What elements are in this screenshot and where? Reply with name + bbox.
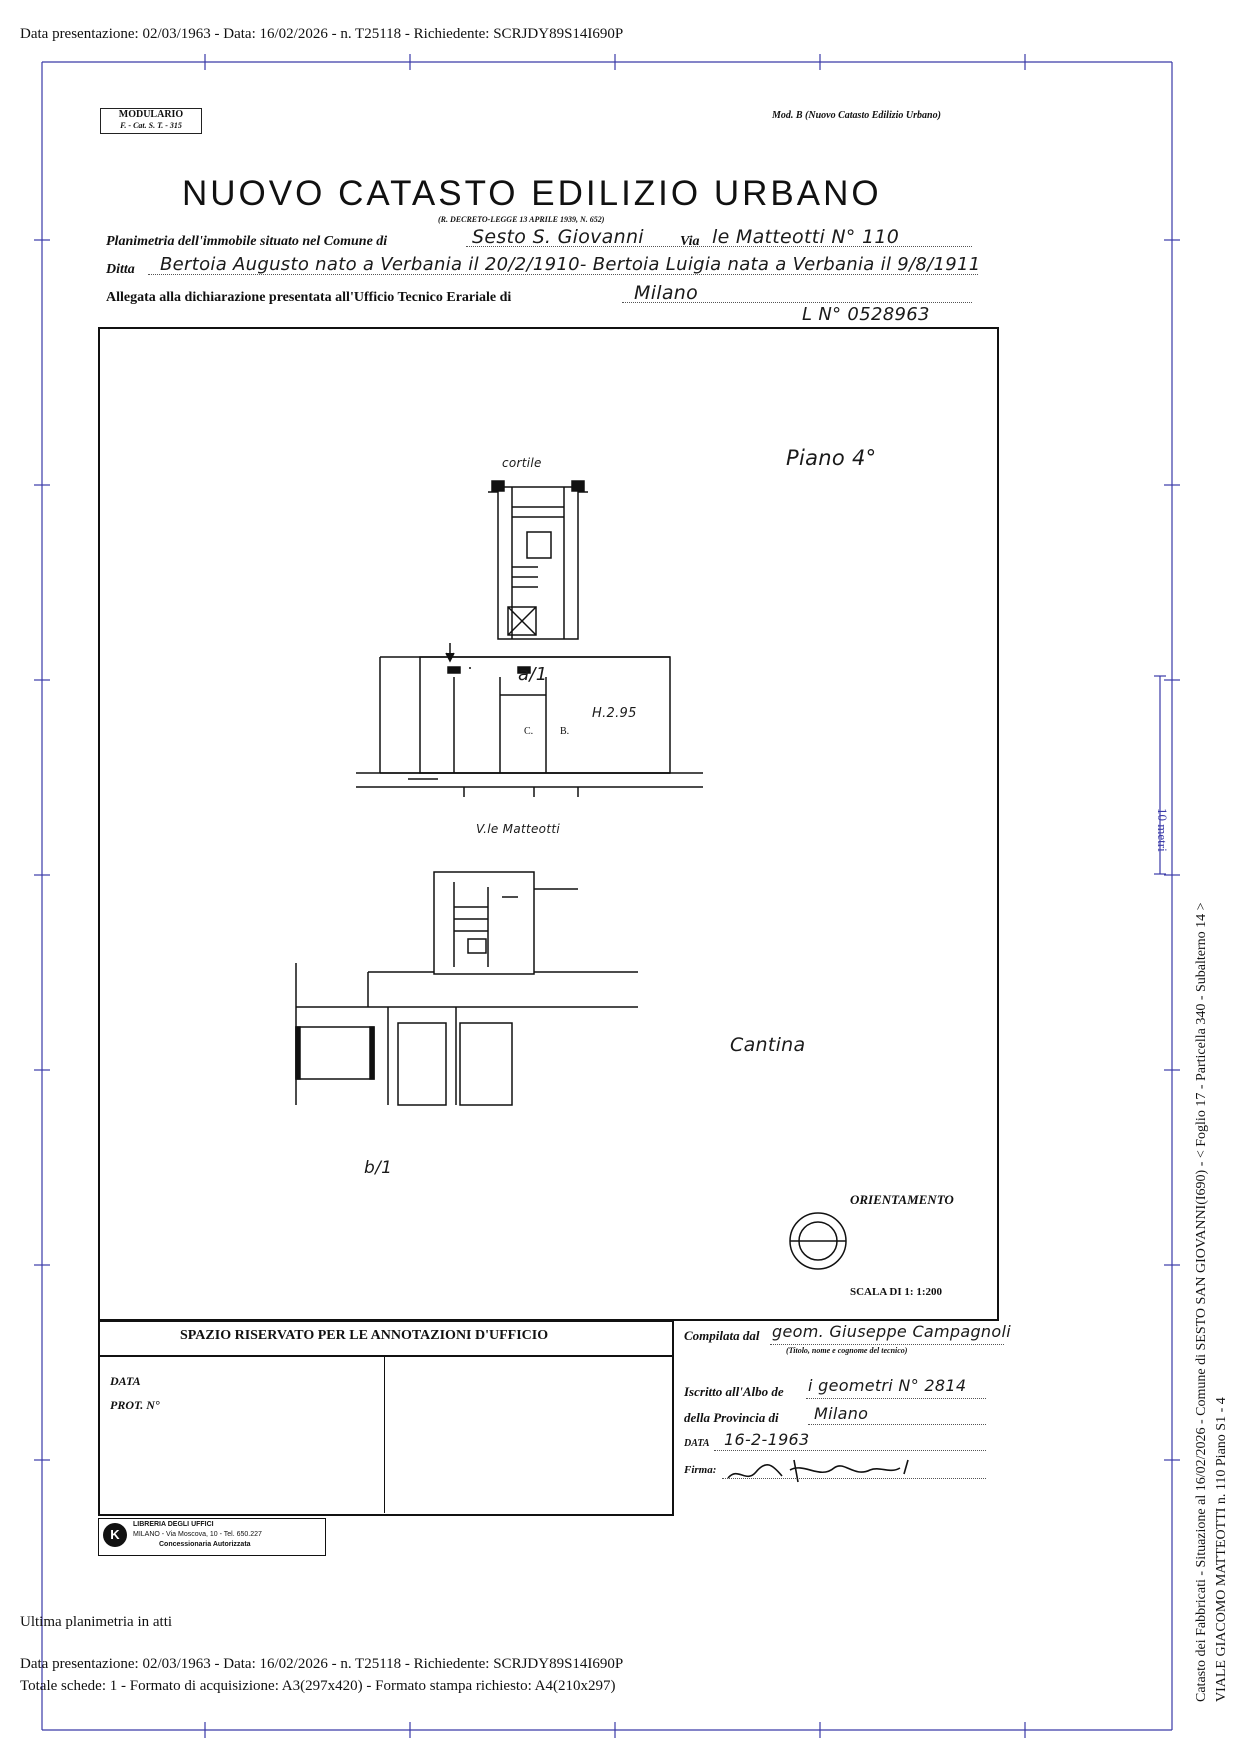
floor-label: Piano 4° xyxy=(786,446,877,470)
provincia-label: della Provincia di xyxy=(684,1410,779,1425)
room-a1-label: a/1 xyxy=(518,664,548,685)
scale-bar-label: 10 metri xyxy=(1155,808,1170,852)
side-line1: Catasto dei Fabbricati - Situazione al 16/02/2026 - Comune di SESTO SAN GIOVANNI(I690) - < Foglio 17 - Particella 340 - Subalterno 14 > xyxy=(1194,902,1209,1702)
side-line2: VIALE GIACOMO MATTEOTTI n. 110 Piano S1 - 4 xyxy=(1214,1397,1229,1702)
provincia-value: Milano xyxy=(814,1404,869,1423)
cortile-label: cortile xyxy=(502,456,542,470)
compilata-value: geom. Giuseppe Campagnoli xyxy=(772,1322,1011,1341)
compiler-data-value: 16-2-1963 xyxy=(724,1430,810,1449)
planimetria-label: Planimetria dell'immobile situato nel Comune di xyxy=(106,234,388,249)
annotations-box xyxy=(98,1320,674,1516)
libreria-line2: MILANO - Via Moscova, 10 - Tel. 650.227 xyxy=(133,1531,262,1538)
header-line: Data presentazione: 02/03/1963 - Data: 16/02/2026 - n. T25118 - Richiedente: SCRJDY89S14I690P xyxy=(20,26,624,42)
room-b1-label: b/1 xyxy=(364,1158,393,1178)
libreria-line3: Concessionaria Autorizzata xyxy=(159,1541,251,1548)
provincia-dots xyxy=(808,1424,986,1425)
via-label: Via xyxy=(680,234,700,249)
stairwell-lower xyxy=(434,872,534,974)
ufficio-value: Milano xyxy=(634,282,699,304)
mod-b-label: Mod. B (Nuovo Catasto Edilizio Urbano) xyxy=(772,110,941,121)
orientation-label: ORIENTAMENTO xyxy=(850,1192,954,1207)
height-label: H.2.95 xyxy=(592,706,637,721)
annotations-split xyxy=(384,1355,385,1513)
stairwell-upper xyxy=(498,487,578,639)
modulario-box xyxy=(100,108,202,134)
room-c-label: C. xyxy=(524,726,534,737)
compiler-data-label: DATA xyxy=(684,1438,710,1449)
ln-value: L N° 0528963 xyxy=(802,304,930,325)
document-title: NUOVO CATASTO EDILIZIO URBANO xyxy=(182,174,882,213)
footer-line2: Totale schede: 1 - Formato di acquisizione: A3(297x420) - Formato stampa richiesto: A4(210x297) xyxy=(20,1678,616,1694)
libreria-logo: K xyxy=(103,1523,127,1547)
ultima-label: Ultima planimetria in atti xyxy=(20,1614,173,1630)
modulario-line2: F. - Cat. S. T. - 315 xyxy=(120,121,182,130)
ditta-label: Ditta xyxy=(106,262,135,277)
street-label: V.le Matteotti xyxy=(476,822,560,836)
ann-data-label: DATA xyxy=(110,1374,141,1388)
cantina-room xyxy=(296,1027,374,1079)
annotations-heading: SPAZIO RISERVATO PER LE ANNOTAZIONI D'UFFICIO xyxy=(180,1328,549,1343)
signature-image xyxy=(724,1456,924,1486)
ann-prot-label: PROT. N° xyxy=(110,1398,160,1412)
compiler-data-dots xyxy=(714,1450,986,1451)
libreria-line1: LIBRERIA DEGLI UFFICI xyxy=(133,1521,214,1528)
firma-label: Firma: xyxy=(684,1464,717,1476)
libreria-stamp xyxy=(98,1518,326,1556)
footer-line1: Data presentazione: 02/03/1963 - Data: 16/02/2026 - n. T25118 - Richiedente: SCRJDY89S14I690P xyxy=(20,1656,624,1672)
annotations-divider xyxy=(98,1355,672,1357)
compilata-dots xyxy=(770,1344,1004,1345)
allegata-label: Allegata alla dichiarazione presentata all'Ufficio Tecnico Erariale di xyxy=(106,290,512,305)
modulario-line1: MODULARIO xyxy=(118,109,184,120)
comune-value: Sesto S. Giovanni xyxy=(472,226,644,248)
compilata-label: Compilata dal xyxy=(684,1328,760,1343)
decree-note: (R. DECRETO-LEGGE 13 APRILE 1939, N. 652) xyxy=(438,215,605,224)
iscritto-value: i geometri N° 2814 xyxy=(808,1376,967,1395)
via-value: le Matteotti N° 110 xyxy=(712,226,900,248)
scale-label: SCALA DI 1: 1:200 xyxy=(850,1286,942,1298)
titolo-note: (Titolo, nome e cognome del tecnico) xyxy=(786,1346,908,1355)
ditta-value: Bertoia Augusto nato a Verbania il 20/2/1910- Bertoia Luigia nata a Verbania il 9/8/1911 xyxy=(160,254,981,275)
iscritto-label: Iscritto all'Albo de xyxy=(684,1384,784,1399)
iscritto-dots xyxy=(806,1398,986,1399)
room-b-label: B. xyxy=(560,726,570,737)
cantina-label: Cantina xyxy=(730,1034,806,1056)
